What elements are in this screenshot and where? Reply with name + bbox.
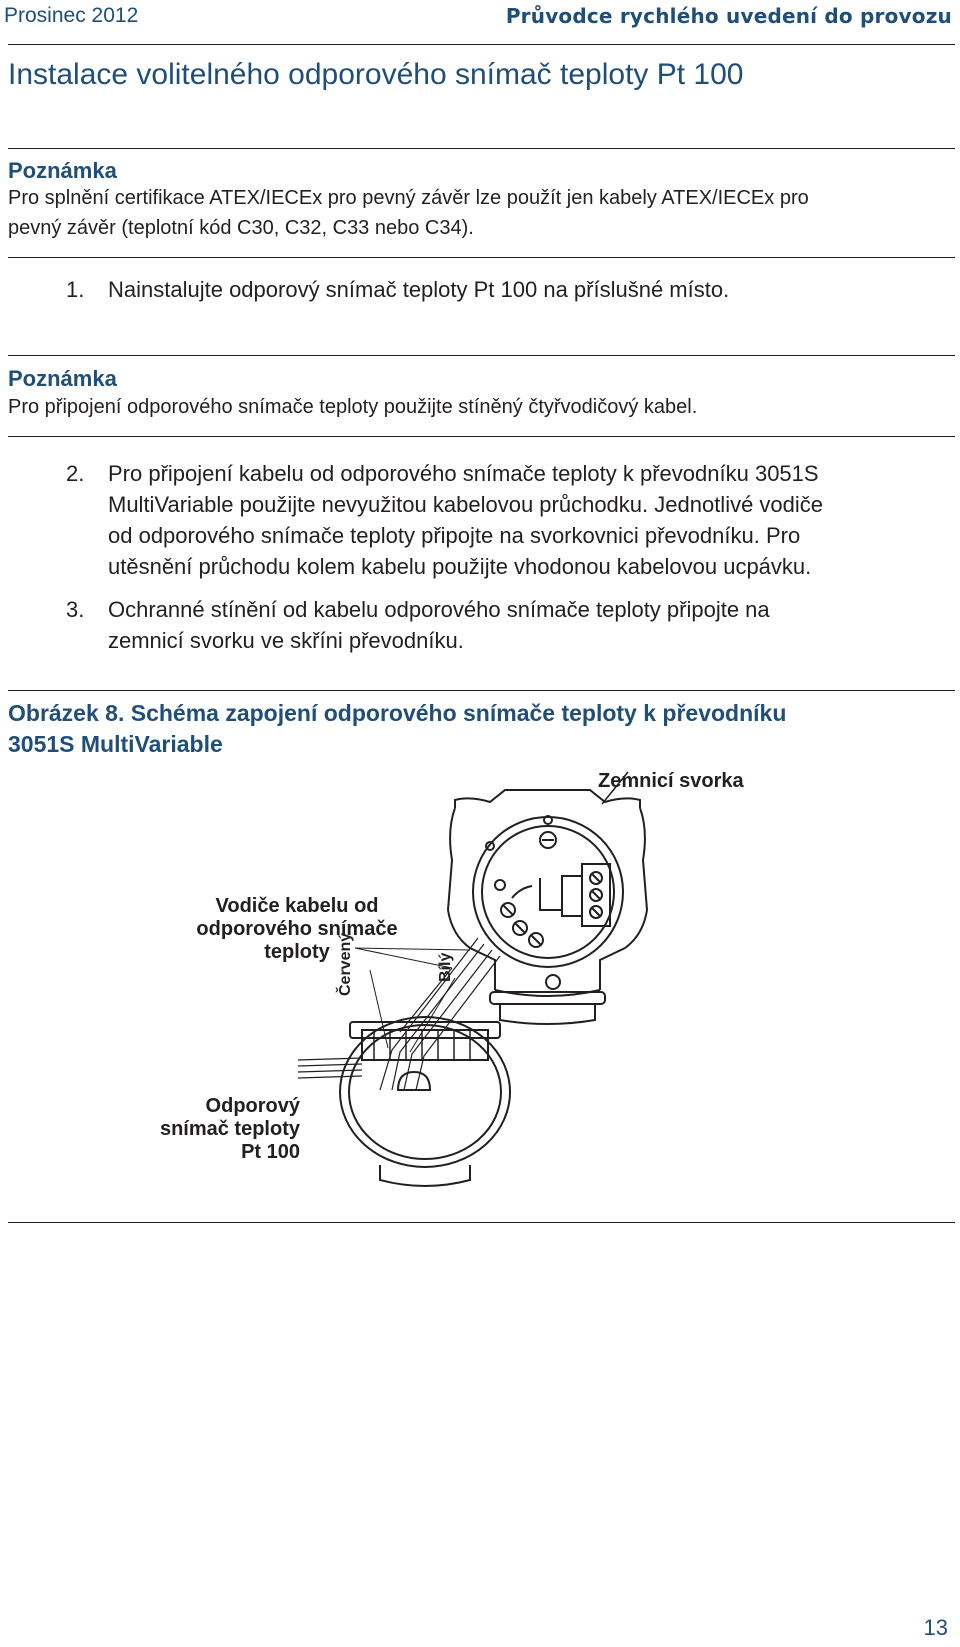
step-1-number: 1. — [66, 277, 85, 302]
step-3-number: 3. — [66, 597, 85, 622]
note1-text-line2: pevný závěr (teplotní kód C30, C32, C33 nebo C34). — [8, 217, 474, 239]
note1-bottom-rule — [8, 257, 955, 258]
label-rtd-sensor — [130, 1095, 300, 1164]
step-2-line-4: utěsnění průchodu kolem kabelu použijte vhodonou kabelovou ucpávku. — [108, 554, 812, 579]
step-2-number: 2. — [66, 461, 85, 486]
page-title: Instalace volitelného odporového snímač teploty Pt 100 — [8, 58, 744, 91]
note1-text-line1: Pro splnění certifikace ATEX/IECEx pro pevný závěr lze použít jen kabely ATEX/IECEx pro — [8, 187, 809, 209]
note2-text: Pro připojení odporového snímače teploty použijte stíněný čtyřvodičový kabel. — [8, 396, 698, 418]
label-rtd-sensor-line-1: Odporový — [205, 1095, 300, 1117]
label-cable-wires-line-1: Vodiče kabelu od — [215, 895, 379, 917]
note2-heading: Poznámka — [8, 366, 117, 391]
note2-top-rule — [8, 355, 955, 356]
figure-bottom-rule — [8, 1222, 955, 1223]
step-1 — [66, 274, 946, 306]
note1-heading: Poznámka — [8, 158, 117, 183]
page-number: 13 — [923, 1615, 948, 1640]
label-red-wire: Červený — [337, 932, 354, 996]
note1-top-rule — [8, 148, 955, 149]
header-doc-title: Průvodce rychlého uvedení do provozu — [505, 4, 952, 28]
step-3-line-2: zemnicí svorku ve skříni převodníku. — [108, 628, 464, 653]
transmitter-housing — [448, 790, 647, 1024]
figure-caption-text-2: 3051S MultiVariable — [8, 731, 223, 757]
header-date: Prosinec 2012 — [4, 4, 139, 27]
figure-caption-number: Obrázek 8. — [8, 700, 125, 726]
step-3-line-1: Ochranné stínění od kabelu odporového snímače teploty připojte na — [108, 597, 770, 622]
label-white-wire: Bílý — [437, 952, 454, 982]
step-1-text: Nainstalujte odporový snímač teploty Pt 100 na příslušné místo. — [108, 277, 730, 302]
figure-caption-text-1: Schéma zapojení odporového snímače teploty k převodníku — [130, 700, 787, 726]
note2-bottom-rule — [8, 436, 955, 437]
step-2 — [66, 458, 946, 586]
figure-top-rule — [8, 690, 955, 691]
step-2-line-3: od odporového snímače teploty připojte na svorkovnici převodníku. Pro — [108, 523, 801, 548]
header-rule — [8, 44, 955, 45]
figure-caption — [8, 698, 908, 760]
label-rtd-sensor-line-3: Pt 100 — [241, 1141, 300, 1163]
label-rtd-sensor-line-2: snímač teploty — [159, 1118, 300, 1140]
label-ground-terminal: Zemnicí svorka — [598, 770, 744, 792]
step-2-line-2: MultiVariable použijte nevyužitou kabelovou průchodku. Jednotlivé vodiče — [108, 492, 824, 517]
step-2-line-1: Pro připojení kabelu od odporového snímače teploty k převodníku 3051S — [108, 461, 819, 486]
sensor-head — [298, 1017, 510, 1186]
label-cable-wires — [182, 895, 412, 964]
label-cable-wires-line-2: odporového snímače — [196, 918, 398, 940]
step-3 — [66, 594, 946, 658]
label-cable-wires-line-3: teploty — [264, 941, 330, 963]
